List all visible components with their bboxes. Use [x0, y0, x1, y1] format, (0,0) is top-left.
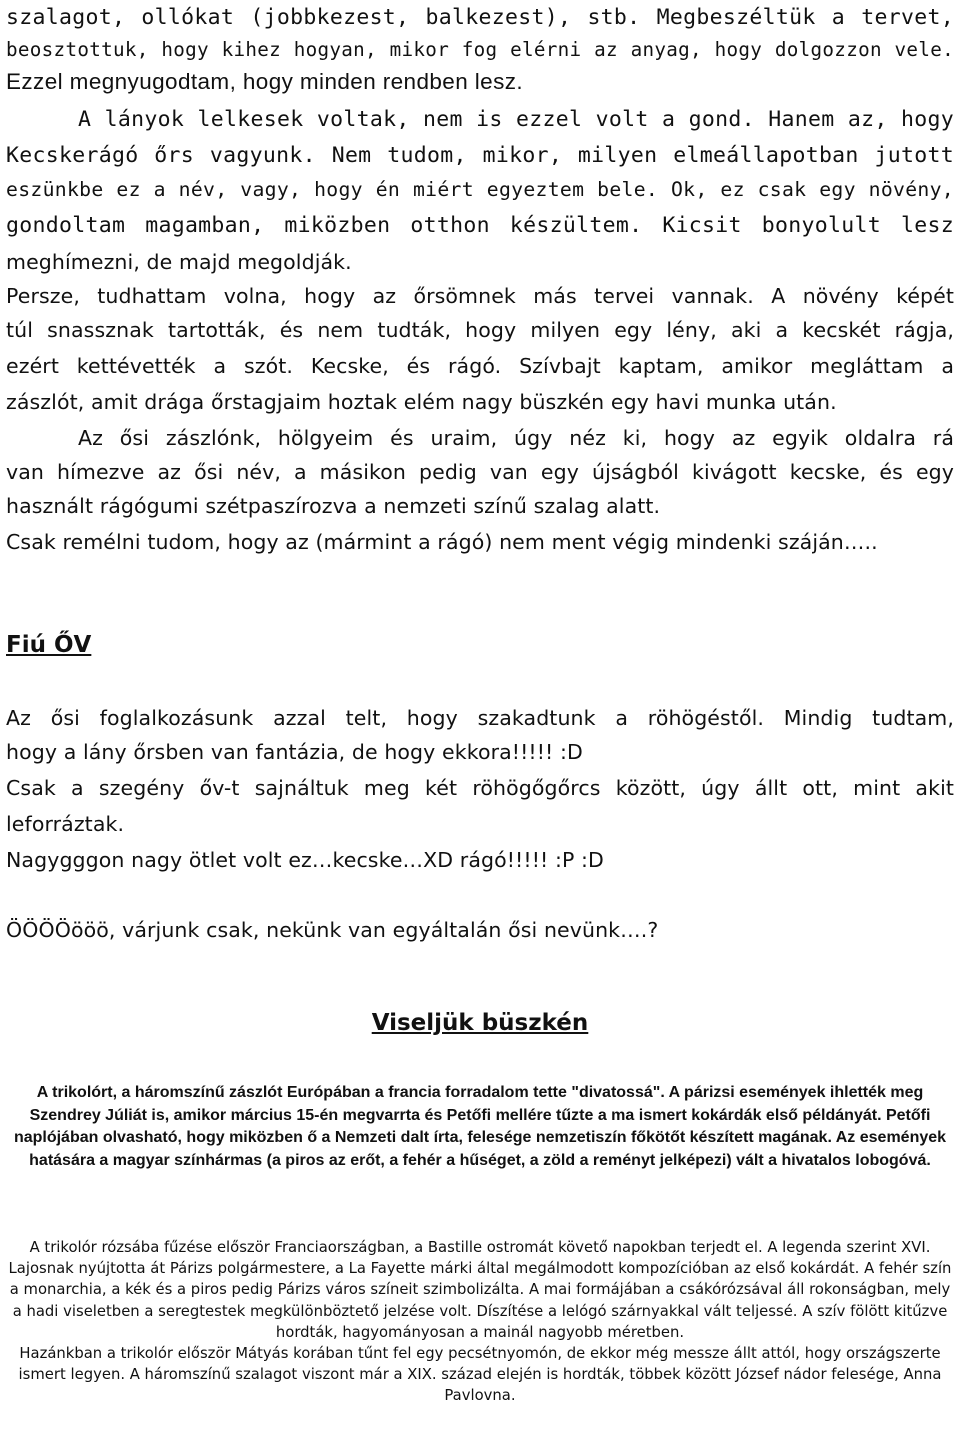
text-line: Az ősi zászlónk, hölgyeim és uraim, úgy néz ki, hogy az egyik oldalra rá [78, 426, 954, 450]
text-line: Persze, tudhattam volna, hogy az őrsömnek más tervei vannak. A növény képét [6, 284, 954, 308]
text-line: szalagot, ollókat (jobbkezest, balkezest), stb. Megbeszéltük a tervet, [6, 5, 954, 30]
bold-paragraph [8, 1082, 952, 1172]
text-line: van hímezve az ősi név, a másikon pedig van egy újságból kivágott kecske, és egy [6, 460, 954, 484]
text-line: Ezzel megnyugodtam, hogy minden rendben lesz. [6, 69, 524, 94]
text-line: Nagygggon nagy ötlet volt ez…kecske…XD rágó!!!!! :P :D [6, 848, 604, 872]
text-line: A lányok lelkesek voltak, nem is ezzel volt a gond. Hanem az, hogy [78, 107, 954, 132]
text-line: hogy a lány őrsben van fantázia, de hogy ekkora!!!!! :D [6, 740, 583, 764]
section-heading: Fiú ŐV [6, 632, 92, 658]
paragraph-text: A trikolórt, a háromszínű zászlót Európában a francia forradalom tette "divatossá". A párizsi események ihlették meg Szendrey Júliát is, amikor március 15-én megvarrta és Petőfi mellére tűzte a ma ismert kokárdák első példányát. Petőfi naplójában olvasható, hogy miközben ő a Nemzeti dalt írta, felesége nemzetiszín főkötőt készített magának. Az események hatására a magyar színhármas (a piros az erőt, a fehér a hűséget, a zöld a reményt jelképezi) vált a hivatalos lobogóvá. [13, 1084, 947, 1169]
text-line: meghímezni, de majd megoldják. [6, 250, 352, 274]
text-line: zászlót, amit drága őrstagjaim hoztak elém nagy büszkén egy havi munka után. [6, 390, 837, 414]
history-paragraphs [6, 1237, 954, 1407]
text-line: Csak remélni tudom, hogy az (mármint a rágó) nem ment végig mindenki száján….. [6, 530, 878, 554]
text-line: ÖÖÖÖööö, várjunk csak, nekünk van egyáltalán ősi nevünk….? [6, 918, 659, 942]
text-line: használt rágógumi szétpaszírozva a nemzeti színű szalag alatt. [6, 494, 661, 518]
paragraph-text: A trikolór rózsába fűzése először Franciaországban, a Bastille ostromát követő napokban terjedt el. A legenda szerint XVI. Lajosnak nyújtotta át Párizs polgármestere, a La Fayette márki által megálmodott kompozícióban az első kokárdát. A fehér szín a monarchia, a kék és a piros pedig Párizs város színeit szimbolizálta. A mai formájában a csákórózsával áll rokonságban, mely a hadi viseletben a seregtestek megkülönböztető jelzése volt. Díszítése a lelógó szárnyakkal vált teljessé. A szív fölött kitűzve hordták, hagyományosan a mainál nagyobb méretben. [8, 1239, 952, 1341]
text-line: Csak a szegény őv-t sajnáltuk meg két röhögőgőrcs között, úgy állt ott, mint akit [6, 776, 954, 800]
paragraph-text: Hazánkban a trikolór először Mátyás korában tűnt fel egy pecsétnyomón, de ekkor még messze állt attól, hogy országszerte ismert legyen. A háromszínű szalagot viszont már a XIX. század elején is hordták, többek között József nádor felesége, Anna Pavlovna. [18, 1345, 942, 1405]
text-line: Kecskerágó őrs vagyunk. Nem tudom, mikor, milyen elmeállapotban jutott [6, 143, 954, 168]
text-line: túl snassznak tartották, és nem tudták, hogy milyen egy lény, aki a kecskét rágja, [6, 318, 954, 342]
text-line: eszünkbe ez a név, vagy, hogy én miért egyeztem bele. Ok, ez csak egy növény, [6, 178, 954, 201]
text-line: leforráztak. [6, 812, 125, 836]
text-line: ezért kettévették a szót. Kecske, és rágó. Szívbajt kaptam, amikor megláttam a [6, 354, 954, 378]
text-line: Az ősi foglalkozásunk azzal telt, hogy szakadtunk a röhögéstől. Mindig tudtam, [6, 706, 954, 730]
text-line: beosztottuk, hogy kihez hogyan, mikor fog elérni az anyag, hogy dolgozzon vele. [6, 38, 954, 61]
text-line: gondoltam magamban, miközben otthon készültem. Kicsit bonyolult lesz [6, 213, 954, 238]
section-heading: Viseljük büszkén [371, 1010, 589, 1036]
